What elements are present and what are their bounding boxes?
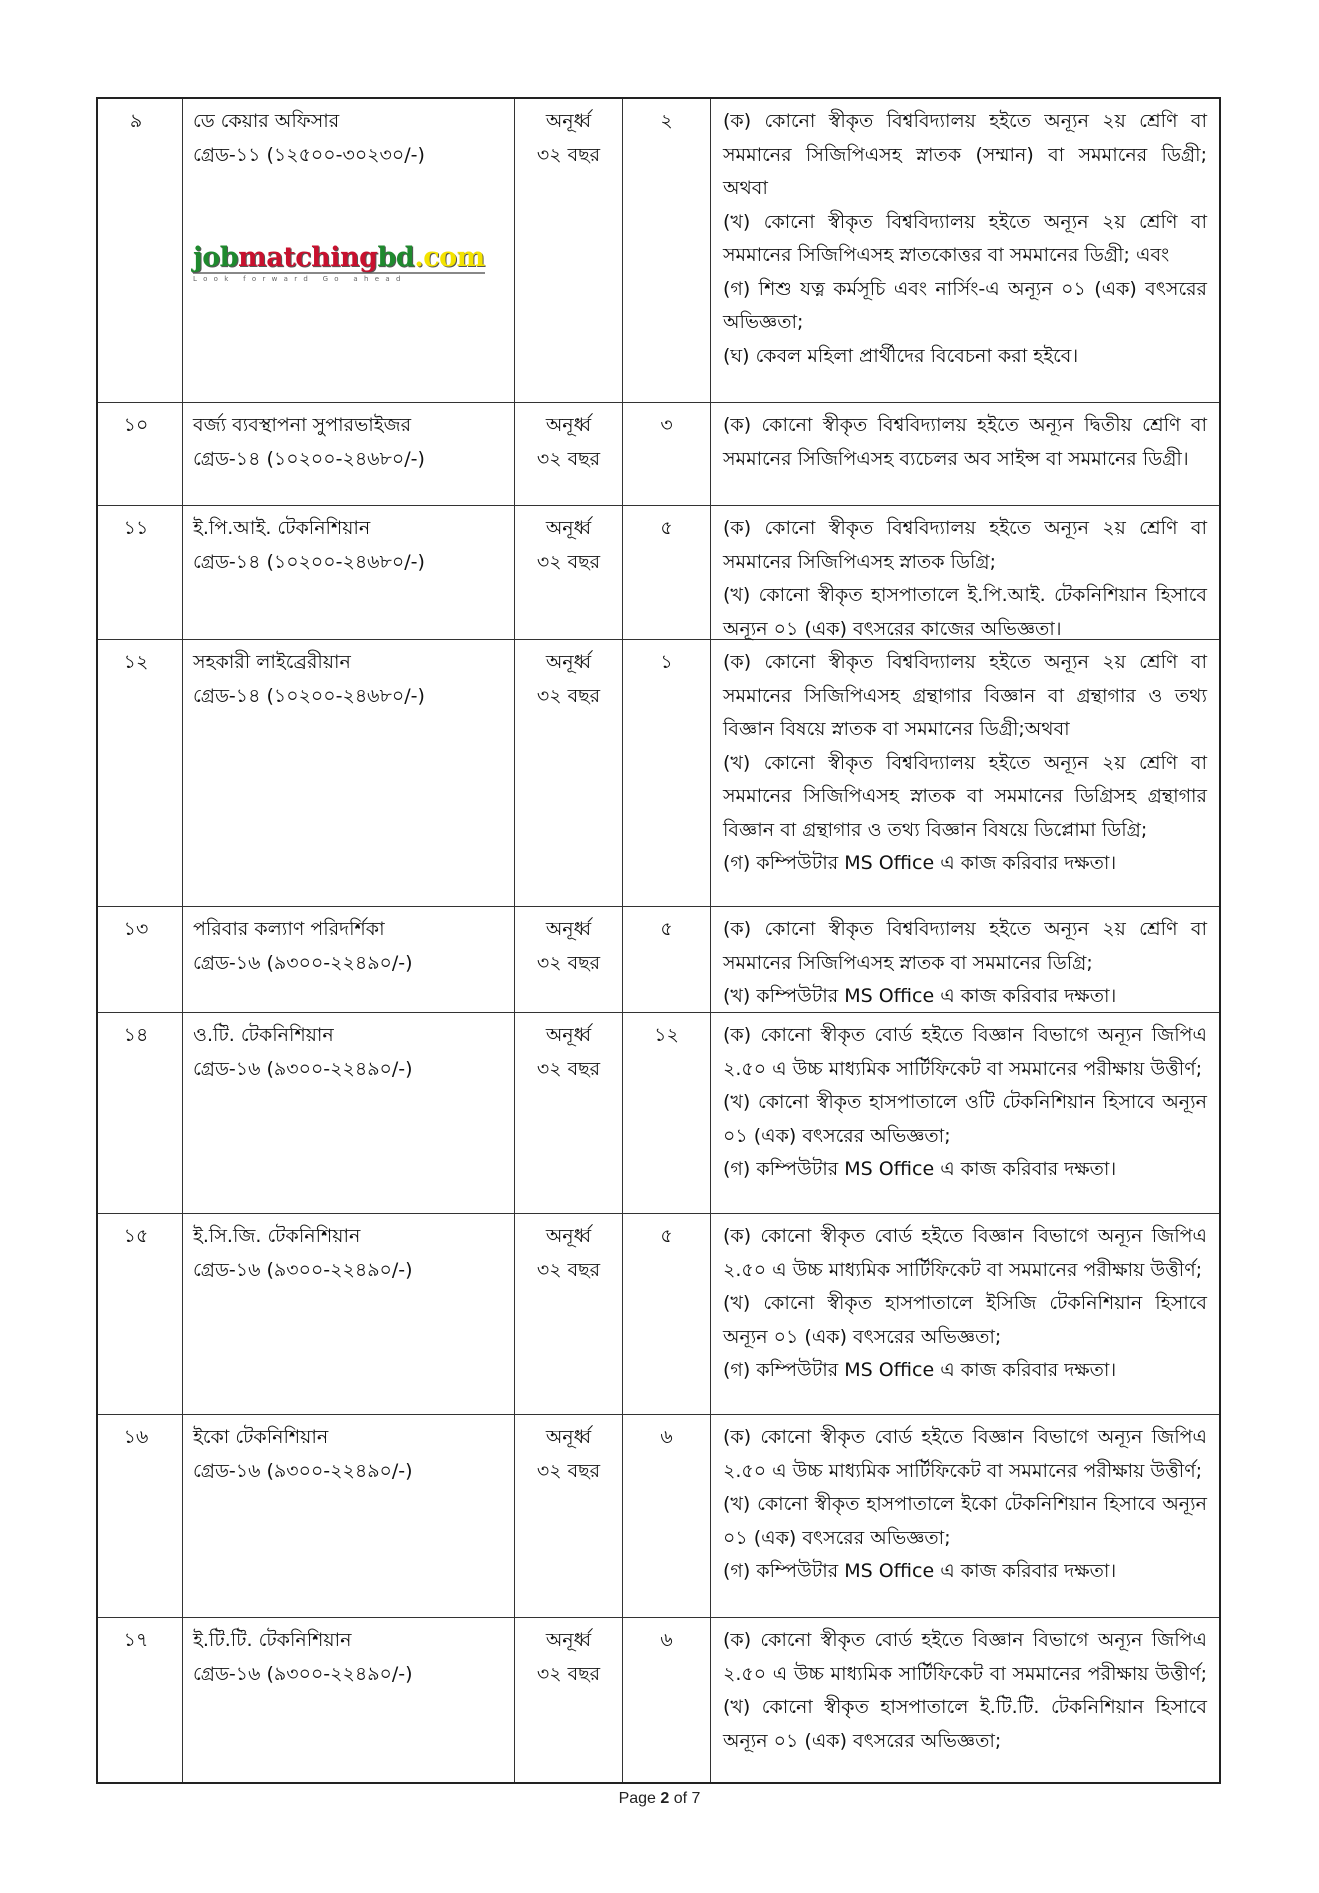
age-limit: অনূর্ধ্ব ৩২ বছর (514, 403, 622, 505)
serial-number: ১০ (123, 414, 149, 436)
jobmatchingbd-watermark-logo: jobmatchingbd.com Look forward Go ahead (193, 242, 485, 283)
post-count: ৩ (622, 403, 710, 505)
post-cell (182, 506, 514, 652)
requirement-item: (ক) কোনো স্বীকৃত বিশ্ববিদ্যালয় হইতে অন্যূন ২য় শ্রেণি বা সমমানের সিজিপিএসহ স্নাতক (সম্মান) বা সমমানের ডিগ্রী; অথবা (723, 110, 1207, 199)
requirement-item: (গ) শিশু যত্ন কর্মসূচি এবং নার্সিং-এ অন্যূন ০১ (এক) বৎসরের অভিজ্ঞতা; (723, 277, 1207, 333)
serial-number: ১৫ (123, 1225, 149, 1247)
post-grade: গ্রেড-১৬ (৯৩০০-২২৪৯০/-) (193, 951, 413, 974)
requirement-item: (খ) কোনো স্বীকৃত বিশ্ববিদ্যালয় হইতে অন্যূন ২য় শ্রেণি বা সমমানের সিজিপিএসহ স্নাতক বা সমমানের ডিগ্রিসহ গ্রন্থাগার বিজ্ঞান বা গ্রন্থাগার ও তথ্য বিজ্ঞান বিষয়ে ডিপ্লোমা ডিগ্রি; (723, 751, 1207, 841)
post-grade: গ্রেড-১৪ (১০২০০-২৪৬৮০/-) (193, 684, 425, 707)
requirements-cell (710, 907, 1219, 1020)
requirement-item: (খ) কোনো স্বীকৃত হাসপাতালে ই.পি.আই. টেকনিশিয়ান হিসাবে অন্যূন ০১ (এক) বৎসরের কাজের অভিজ্ঞতা। (723, 584, 1207, 640)
requirement-item: (ক) কোনো স্বীকৃত বিশ্ববিদ্যালয় হইতে অন্যূন ২য় শ্রেণি বা সমমানের সিজিপিএসহ স্নাতক ডিগ্রি; (723, 517, 1207, 573)
table-row (98, 1213, 1219, 1414)
table-row (98, 99, 1219, 402)
requirement-item: (গ) কম্পিউটার MS Office এ কাজ করিবার দক্ষতা। (723, 852, 1117, 874)
requirements-cell (710, 1618, 1219, 1782)
post-cell (182, 403, 514, 505)
post-grade: গ্রেড-১৬ (৯৩০০-২২৪৯০/-) (193, 1662, 413, 1685)
post-grade: গ্রেড-১৪ (১০২০০-২৪৬৮০/-) (193, 447, 425, 470)
age-limit: অনূর্ধ্ব ৩২ বছর (514, 1415, 622, 1617)
post-cell (182, 1618, 514, 1782)
post-name: ইকো টেকনিশিয়ান (193, 1426, 329, 1448)
post-grade: গ্রেড-১৪ (১০২০০-২৪৬৮০/-) (193, 550, 425, 573)
post-name: ডে কেয়ার অফিসার (193, 110, 340, 132)
requirement-item: (খ) কোনো স্বীকৃত হাসপাতালে ইকো টেকনিশিয়ান হিসাবে অন্যূন ০১ (এক) বৎসরের অভিজ্ঞতা; (723, 1493, 1207, 1549)
table-row (98, 1012, 1219, 1213)
age-limit: অনূর্ধ্ব ৩২ বছর (514, 640, 622, 906)
post-name: ই.পি.আই. টেকনিশিয়ান (193, 517, 371, 539)
requirement-item: (ক) কোনো স্বীকৃত বিশ্ববিদ্যালয় হইতে অন্যূন ২য় শ্রেণি বা সমমানের সিজিপিএসহ গ্রন্থাগার বিজ্ঞান বা গ্রন্থাগার ও তথ্য বিজ্ঞান বিষয়ে স্নাতক বা সমমানের ডিগ্রী;অথবা (723, 651, 1207, 740)
serial-number: ১২ (123, 651, 149, 673)
table-row (98, 402, 1219, 505)
requirement-item: (গ) কম্পিউটার MS Office এ কাজ করিবার দক্ষতা। (723, 1158, 1117, 1180)
post-name: ই.সি.জি. টেকনিশিয়ান (193, 1225, 361, 1247)
post-count: ৬ (622, 1415, 710, 1617)
age-limit: অনূর্ধ্ব ৩২ বছর (514, 1618, 622, 1782)
requirements-cell (710, 403, 1219, 505)
requirements-cell (710, 640, 1219, 906)
serial-number: ১৬ (123, 1426, 149, 1448)
post-cell (182, 1013, 514, 1213)
requirement-item: (ক) কোনো স্বীকৃত বোর্ড হইতে বিজ্ঞান বিভাগে অন্যূন জিপিএ ২.৫০ এ উচ্চ মাধ্যমিক সার্টিফিকেট বা সমমানের পরীক্ষায় উত্তীর্ণ; (খ) কোনো স্বীকৃত হাসপাতালে ই.টি.টি. টেকনিশিয়ান হিসাবে অন্যূন ০১ (এক) বৎসরের অভিজ্ঞতা; (723, 1629, 1207, 1752)
post-count: ১ (622, 640, 710, 906)
age-limit: অনূর্ধ্ব ৩২ বছর (514, 506, 622, 652)
post-grade: গ্রেড-১৬ (৯৩০০-২২৪৯০/-) (193, 1258, 413, 1281)
serial-number: ১৪ (123, 1024, 149, 1046)
post-count: ২ (622, 99, 710, 402)
post-count: ৫ (622, 1214, 710, 1414)
post-cell (182, 99, 514, 402)
post-grade: গ্রেড-১৬ (৯৩০০-২২৪৯০/-) (193, 1459, 413, 1482)
serial-number: ১৩ (123, 918, 149, 940)
table-row (98, 1414, 1219, 1617)
requirement-item: (ক) কোনো স্বীকৃত বোর্ড হইতে বিজ্ঞান বিভাগে অন্যূন জিপিএ ২.৫০ এ উচ্চ মাধ্যমিক সার্টিফিকেট বা সমমানের পরীক্ষায় উত্তীর্ণ; (723, 1426, 1207, 1482)
post-grade: গ্রেড-১১ (১২৫০০-৩০২৩০/-) (193, 143, 425, 166)
post-count: ৬ (622, 1618, 710, 1782)
post-count: ১২ (622, 1013, 710, 1213)
page-number: Page 2 of 7 (618, 1790, 701, 1807)
post-grade: গ্রেড-১৬ (৯৩০০-২২৪৯০/-) (193, 1057, 413, 1080)
requirement-item: (ক) কোনো স্বীকৃত বোর্ড হইতে বিজ্ঞান বিভাগে অন্যূন জিপিএ ২.৫০ এ উচ্চ মাধ্যমিক সার্টিফিকেট বা সমমানের পরীক্ষায় উত্তীর্ণ; (723, 1024, 1207, 1080)
serial-number: ৯ (129, 110, 143, 132)
table-row (98, 906, 1219, 1012)
requirements-cell (710, 506, 1219, 652)
requirement-item: (খ) কোনো স্বীকৃত হাসপাতালে ইসিজি টেকনিশিয়ান হিসাবে অন্যূন ০১ (এক) বৎসরের অভিজ্ঞতা; (723, 1292, 1207, 1348)
requirements-cell (710, 1013, 1219, 1213)
requirement-item: (ঘ) কেবল মহিলা প্রার্থীদের বিবেচনা করা হইবে। (723, 344, 1079, 367)
post-name: বর্জ্য ব্যবস্থাপনা সুপারভাইজর (193, 414, 412, 436)
requirement-item: (খ) কোনো স্বীকৃত হাসপাতালে ওটি টেকনিশিয়ান হিসাবে অন্যূন ০১ (এক) বৎসরের অভিজ্ঞতা; (723, 1091, 1207, 1147)
post-name: ও.টি. টেকনিশিয়ান (193, 1024, 334, 1046)
requirement-item: (খ) কোনো স্বীকৃত বিশ্ববিদ্যালয় হইতে অন্যূন ২য় শ্রেণি বা সমমানের সিজিপিএসহ স্নাতকোত্তর বা সমমানের ডিগ্রী; এবং (723, 210, 1207, 266)
post-name: সহকারী লাইব্রেরীয়ান (193, 651, 351, 673)
post-cell (182, 1214, 514, 1414)
age-limit: অনূর্ধ্ব ৩২ বছর (514, 1013, 622, 1213)
post-count: ৫ (622, 907, 710, 1020)
requirements-cell (710, 1214, 1219, 1414)
table-row (98, 1617, 1219, 1782)
requirements-cell (710, 1415, 1219, 1617)
post-cell (182, 907, 514, 1020)
requirement-item: (ক) কোনো স্বীকৃত বিশ্ববিদ্যালয় হইতে অন্যূন ২য় শ্রেণি বা সমমানের সিজিপিএসহ স্নাতক বা সমমানের ডিগ্রি; (723, 918, 1207, 974)
serial-number: ১১ (123, 517, 149, 539)
age-limit: অনূর্ধ্ব ৩২ বছর (514, 907, 622, 1020)
requirement-item: (গ) কম্পিউটার MS Office এ কাজ করিবার দক্ষতা। (723, 1359, 1117, 1381)
table-row (98, 505, 1219, 639)
requirement-item: (ক) কোনো স্বীকৃত বোর্ড হইতে বিজ্ঞান বিভাগে অন্যূন জিপিএ ২.৫০ এ উচ্চ মাধ্যমিক সার্টিফিকেট বা সমমানের পরীক্ষায় উত্তীর্ণ; (723, 1225, 1207, 1281)
serial-number: ১৭ (123, 1629, 149, 1651)
table-row (98, 639, 1219, 906)
post-name: পরিবার কল্যাণ পরিদর্শিকা (193, 918, 385, 940)
requirement-item: (খ) কম্পিউটার MS Office এ কাজ করিবার দক্ষতা। (723, 985, 1117, 1007)
job-requirements-table (96, 97, 1221, 1784)
requirement-item: (ক) কোনো স্বীকৃত বিশ্ববিদ্যালয় হইতে অন্যূন দ্বিতীয় শ্রেণি বা সমমানের সিজিপিএসহ ব্যচেলর অব সাইন্স বা সমমানের ডিগ্রী। (723, 414, 1207, 470)
requirements-cell (710, 99, 1219, 402)
post-cell (182, 1415, 514, 1617)
post-count: ৫ (622, 506, 710, 652)
age-limit: অনূর্ধ্ব ৩২ বছর (514, 99, 622, 402)
requirement-item: (গ) কম্পিউটার MS Office এ কাজ করিবার দক্ষতা। (723, 1560, 1117, 1582)
post-cell (182, 640, 514, 906)
age-limit: অনূর্ধ্ব ৩২ বছর (514, 1214, 622, 1414)
post-name: ই.টি.টি. টেকনিশিয়ান (193, 1629, 352, 1651)
